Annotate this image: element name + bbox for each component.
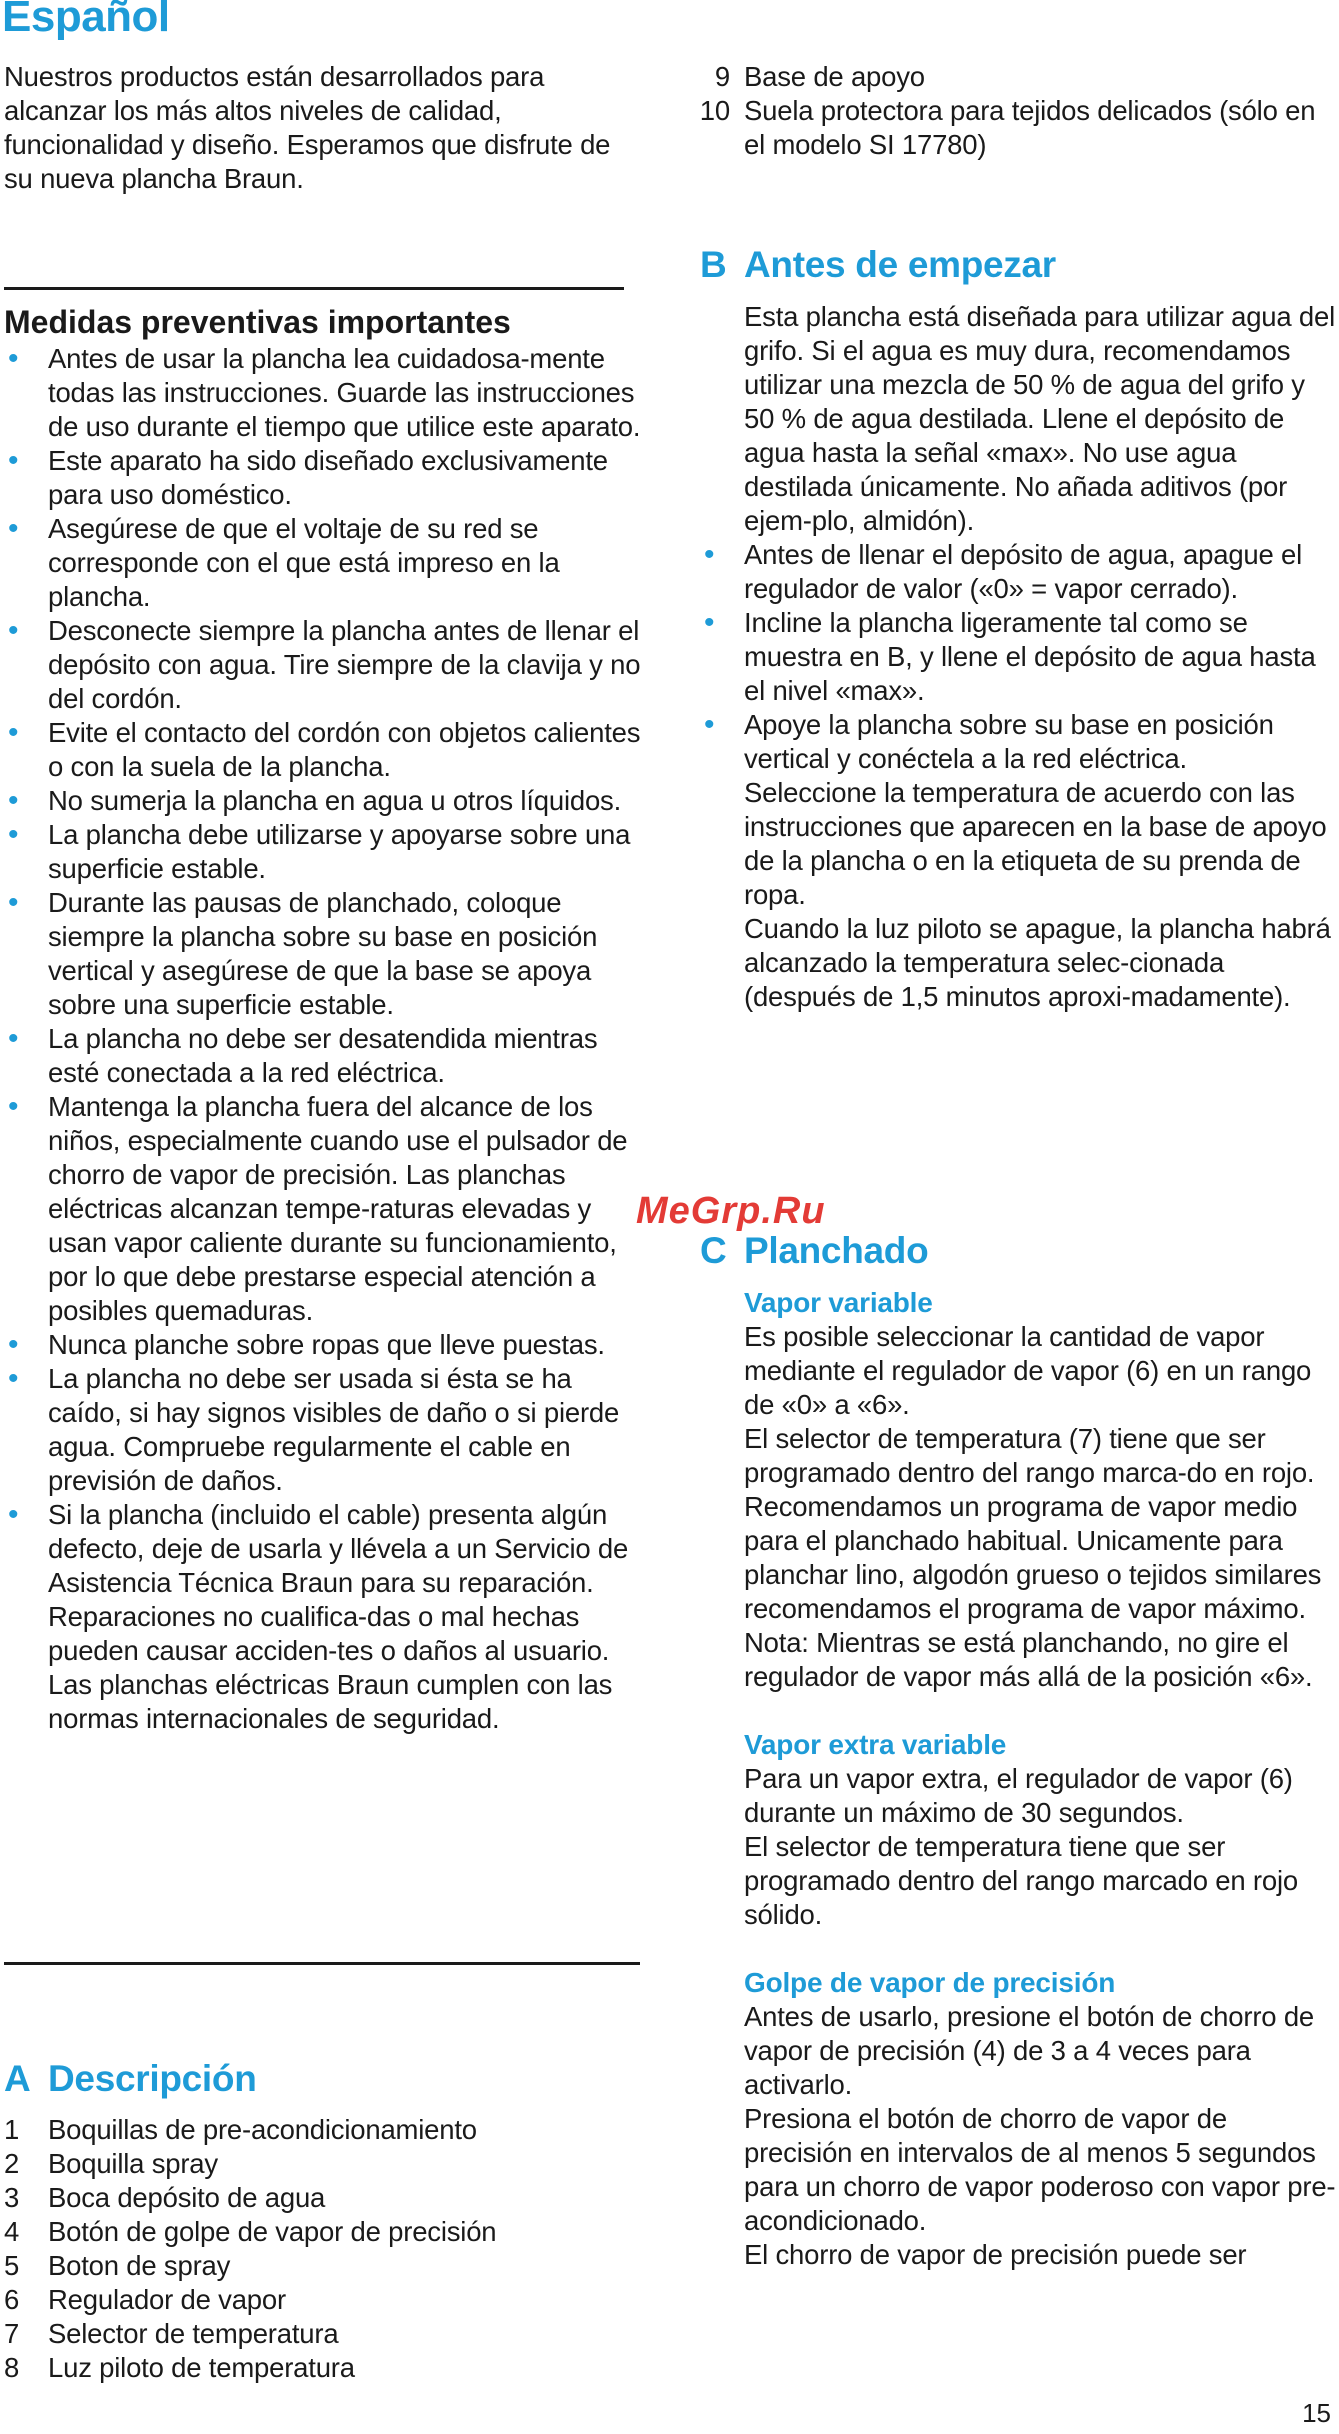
part-number: 10	[699, 95, 730, 126]
list-item: • Mantenga la plancha fuera del alcance de los niños, especialmente cuando use el pulsador de chorro de vapor de precisión. Las planchas eléctricas alcanzan tempe-raturas elevadas y usan vapor caliente durante su funcionamiento, por lo que debe prestarse especial atención a posibles quemaduras.	[4, 1090, 644, 1328]
list-item: • Antes de usar la plancha lea cuidadosa-mente todas las instrucciones. Guarde las instrucciones de uso durante el tiempo que utilice este aparato.	[4, 342, 644, 444]
section-b-paragraph: Seleccione la temperatura de acuerdo con las instrucciones que aparecen en la base de apoyo de la plancha o en la etiqueta de su prenda de ropa.	[744, 777, 1327, 910]
list-item: 5 Boton de spray	[4, 2250, 231, 2281]
divider-top	[4, 287, 624, 290]
list-item: • Desconecte siempre la plancha antes de llenar el depósito con agua. Tire siempre de la clavija y no del cordón.	[4, 614, 644, 716]
section-heading: Planchado	[744, 1230, 929, 1271]
list-item: 10 Suela protectora para tejidos delicados (sólo en el modelo SI 17780)	[700, 94, 1336, 162]
list-item: 6 Regulador de vapor	[4, 2284, 286, 2315]
list-item: • La plancha debe utilizarse y apoyarse sobre una superficie estable.	[4, 818, 644, 886]
list-item: • Antes de llenar el depósito de agua, apague el regulador de valor («0» = vapor cerrado).	[700, 538, 1338, 606]
list-item: • Si la plancha (incluido el cable) presenta algún defecto, deje de usarla y llévela a un Servicio de Asistencia Técnica Braun para su reparación. Reparaciones no cualifica-das o mal hechas pueden causar acciden-tes o daños al usuario. Las planchas eléctricas Braun cumplen con las normas internacionales de seguridad.	[4, 1498, 644, 1736]
subheading-vapor-extra: Vapor extra variable	[744, 1729, 1007, 1760]
paragraph: Recomendamos un programa de vapor medio para el planchado habitual. Unicamente para planchar lino, algodón grueso o tejidos similares recomendamos el programa de vapor máximo.	[744, 1491, 1322, 1624]
list-item: 8 Luz piloto de temperatura	[4, 2352, 355, 2383]
section-b-body	[700, 300, 1338, 1014]
part-number: 2	[4, 2148, 20, 2179]
list-item: 9 Base de apoyo	[700, 60, 1336, 94]
list-item: • Asegúrese de que el voltaje de su red se corresponde con el que está impreso en la plancha.	[4, 512, 644, 614]
section-letter: B	[700, 244, 727, 285]
part-number: 8	[4, 2352, 20, 2383]
section-c-body	[700, 1286, 1338, 2272]
subheading-vapor-variable: Vapor variable	[744, 1287, 933, 1318]
section-letter: A	[4, 2058, 31, 2099]
list-item: • Nunca planche sobre ropas que lleve puestas.	[4, 1328, 644, 1362]
language-title: Español	[2, 0, 170, 41]
section-b-paragraph: Cuando la luz piloto se apague, la plancha habrá alcanzado la temperatura selec-cionada (después de 1,5 minutos aproxi-madamente).	[744, 913, 1331, 1012]
part-number: 4	[4, 2216, 20, 2247]
paragraph: Para un vapor extra, el regulador de vapor (6) durante un máximo de 30 segundos.	[744, 1763, 1293, 1828]
precautions-block	[4, 304, 644, 1736]
section-heading: Antes de empezar	[744, 244, 1056, 285]
list-item: • La plancha no debe ser usada si ésta se ha caído, si hay signos visibles de daño o si pierde agua. Compruebe regularmente el cable en previsión de daños.	[4, 1362, 644, 1498]
section-b-list	[700, 538, 1338, 776]
section-letter: C	[700, 1230, 727, 1271]
section-b-intro: Esta plancha está diseñada para utilizar agua del grifo. Si el agua es muy dura, recomendamos utilizar una mezcla de 50 % de agua del grifo y 50 % de agua destilada. Llene el depósito de agua hasta la señal «max». No use agua destilada únicamente. No añada aditivos (por ejem-plo, almidón).	[744, 301, 1336, 536]
paragraph: Nota: Mientras se está planchando, no gire el regulador de vapor más allá de la posición «6».	[744, 1627, 1313, 1692]
section-a-title	[4, 2058, 257, 2100]
paragraph: El chorro de vapor de precisión puede ser	[744, 2239, 1247, 2270]
precautions-title: Medidas preventivas importantes	[4, 304, 511, 340]
page-number: 15	[1302, 2398, 1331, 2428]
part-number: 1	[4, 2114, 20, 2145]
paragraph: El selector de temperatura (7) tiene que ser programado dentro del rango marca-do en rojo.	[744, 1423, 1315, 1488]
list-item: • Incline la plancha ligeramente tal como se muestra en B, y llene el depósito de agua hasta el nivel «max».	[700, 606, 1338, 708]
list-item: 1 Boquillas de pre-acondicionamiento	[4, 2114, 477, 2145]
parts-list-right	[700, 60, 1336, 162]
paragraph: Presiona el botón de chorro de vapor de precisión en intervalos de al menos 5 segundos para un chorro de vapor poderoso con vapor pre-acondicionado.	[744, 2103, 1336, 2236]
section-b-title	[700, 244, 1056, 286]
section-c-title	[700, 1230, 928, 1272]
list-item: 3 Boca depósito de agua	[4, 2182, 326, 2213]
divider-bottom	[4, 1962, 640, 1965]
watermark: MeGrp.Ru	[636, 1190, 826, 1232]
list-item: • Apoye la plancha sobre su base en posición vertical y conéctela a la red eléctrica.	[700, 708, 1338, 776]
list-item: • Este aparato ha sido diseñado exclusivamente para uso doméstico.	[4, 444, 644, 512]
intro-paragraph: Nuestros productos están desarrollados para alcanzar los más altos niveles de calidad, funcionalidad y diseño. Esperamos que disfrute de su nueva plancha Braun.	[4, 61, 611, 194]
list-item: 2 Boquilla spray	[4, 2148, 218, 2179]
part-number: 9	[714, 61, 730, 92]
paragraph: Es posible seleccionar la cantidad de vapor mediante el regulador de vapor (6) en un rango de «0» a «6».	[744, 1321, 1312, 1420]
precautions-list	[4, 342, 644, 1736]
parts-list-left	[4, 2113, 640, 2385]
list-item: 7 Selector de temperatura	[4, 2318, 339, 2349]
list-item: 4 Botón de golpe de vapor de precisión	[4, 2216, 497, 2247]
paragraph: Antes de usarlo, presione el botón de chorro de vapor de precisión (4) de 3 a 4 veces para activarlo.	[744, 2001, 1315, 2100]
paragraph: El selector de temperatura tiene que ser programado dentro del rango marcado en rojo sólido.	[744, 1831, 1298, 1930]
list-item: • Evite el contacto del cordón con objetos calientes o con la suela de la plancha.	[4, 716, 644, 784]
part-number: 6	[4, 2284, 20, 2315]
list-item: • La plancha no debe ser desatendida mientras esté conectada a la red eléctrica.	[4, 1022, 644, 1090]
part-number: 7	[4, 2318, 20, 2349]
part-number: 5	[4, 2250, 20, 2281]
list-item: • No sumerja la plancha en agua u otros líquidos.	[4, 784, 644, 818]
subheading-golpe-vapor: Golpe de vapor de precisión	[744, 1967, 1116, 1998]
section-heading: Descripción	[48, 2058, 257, 2099]
part-number: 3	[4, 2182, 20, 2213]
list-item: • Durante las pausas de planchado, coloque siempre la plancha sobre su base en posición vertical y asegúrese de que la base se apoya sobre una superficie estable.	[4, 886, 644, 1022]
